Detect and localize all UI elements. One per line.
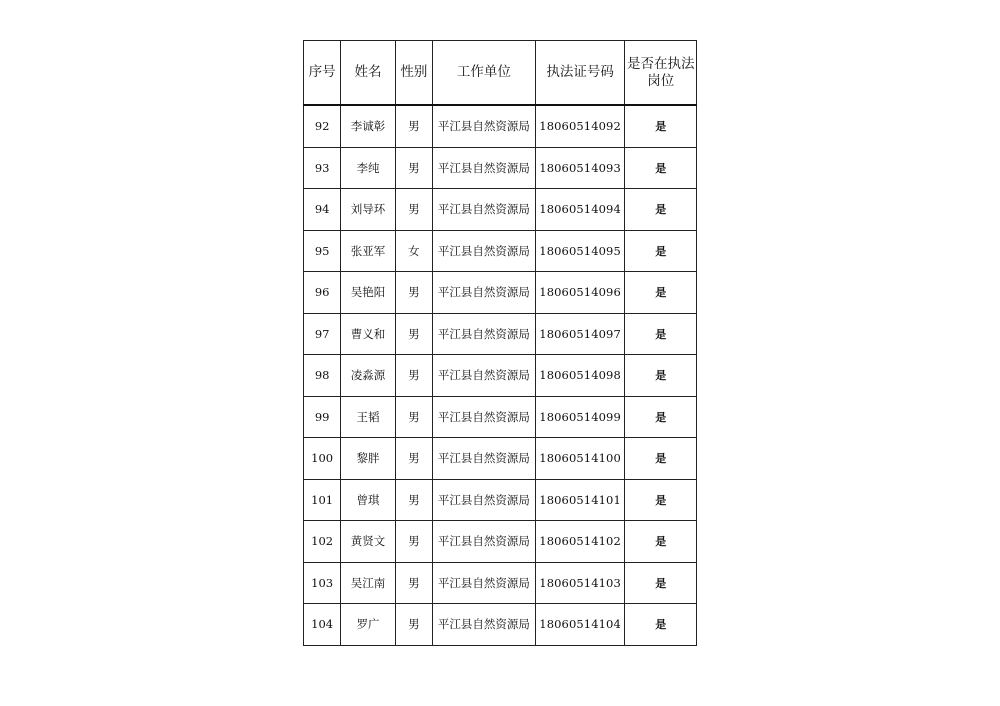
on-post-cell: 是 — [625, 521, 697, 563]
cert-no-cell: 18060514095 — [535, 230, 625, 272]
seq-cell: 92 — [304, 105, 341, 147]
on-post-cell: 是 — [625, 105, 697, 147]
name-cell: 吴江南 — [341, 562, 395, 604]
seq-cell: 103 — [304, 562, 341, 604]
enforcement-officer-table — [303, 40, 697, 646]
table-row — [304, 479, 697, 521]
name-cell: 黎胖 — [341, 438, 395, 480]
name-cell: 李纯 — [341, 147, 395, 189]
on-post-cell: 是 — [625, 355, 697, 397]
unit-cell: 平江县自然资源局 — [432, 105, 535, 147]
name-cell: 吴艳阳 — [341, 272, 395, 314]
seq-cell: 94 — [304, 189, 341, 231]
seq-cell: 99 — [304, 396, 341, 438]
name-cell: 张亚军 — [341, 230, 395, 272]
gender-cell: 男 — [395, 355, 432, 397]
table-row — [304, 105, 697, 147]
gender-cell: 男 — [395, 604, 432, 646]
cert-no-cell: 18060514098 — [535, 355, 625, 397]
table-row — [304, 230, 697, 272]
unit-cell: 平江县自然资源局 — [432, 355, 535, 397]
cert-no-cell: 18060514099 — [535, 396, 625, 438]
cert-no-cell: 18060514092 — [535, 105, 625, 147]
name-cell: 王韬 — [341, 396, 395, 438]
gender-cell: 男 — [395, 562, 432, 604]
name-cell: 刘导环 — [341, 189, 395, 231]
cert-no-cell: 18060514101 — [535, 479, 625, 521]
seq-cell: 97 — [304, 313, 341, 355]
table-row — [304, 272, 697, 314]
on-post-cell: 是 — [625, 479, 697, 521]
unit-cell: 平江县自然资源局 — [432, 313, 535, 355]
cert-no-cell: 18060514097 — [535, 313, 625, 355]
table-row — [304, 438, 697, 480]
unit-cell: 平江县自然资源局 — [432, 438, 535, 480]
header-unit: 工作单位 — [432, 41, 535, 106]
on-post-cell: 是 — [625, 396, 697, 438]
table-row — [304, 604, 697, 646]
on-post-cell: 是 — [625, 313, 697, 355]
cert-no-cell: 18060514094 — [535, 189, 625, 231]
on-post-cell: 是 — [625, 272, 697, 314]
name-cell: 曹义和 — [341, 313, 395, 355]
unit-cell: 平江县自然资源局 — [432, 479, 535, 521]
name-cell: 黄贤文 — [341, 521, 395, 563]
table-row — [304, 147, 697, 189]
header-cert-no: 执法证号码 — [535, 41, 625, 106]
on-post-cell: 是 — [625, 189, 697, 231]
on-post-cell: 是 — [625, 438, 697, 480]
unit-cell: 平江县自然资源局 — [432, 147, 535, 189]
cert-no-cell: 18060514100 — [535, 438, 625, 480]
header-row — [304, 41, 697, 106]
seq-cell: 100 — [304, 438, 341, 480]
cert-no-cell: 18060514103 — [535, 562, 625, 604]
on-post-cell: 是 — [625, 562, 697, 604]
gender-cell: 男 — [395, 521, 432, 563]
name-cell: 凌淼源 — [341, 355, 395, 397]
unit-cell: 平江县自然资源局 — [432, 272, 535, 314]
seq-cell: 101 — [304, 479, 341, 521]
table-header — [304, 41, 697, 106]
cert-no-cell: 18060514096 — [535, 272, 625, 314]
gender-cell: 男 — [395, 313, 432, 355]
header-on-post: 是否在执法岗位 — [625, 41, 697, 106]
unit-cell: 平江县自然资源局 — [432, 521, 535, 563]
cert-no-cell: 18060514102 — [535, 521, 625, 563]
gender-cell: 男 — [395, 189, 432, 231]
name-cell: 李诚彰 — [341, 105, 395, 147]
gender-cell: 男 — [395, 396, 432, 438]
gender-cell: 男 — [395, 147, 432, 189]
on-post-cell: 是 — [625, 147, 697, 189]
name-cell: 曾琪 — [341, 479, 395, 521]
table-row — [304, 189, 697, 231]
unit-cell: 平江县自然资源局 — [432, 562, 535, 604]
table-body — [304, 105, 697, 645]
on-post-cell: 是 — [625, 604, 697, 646]
table-row — [304, 313, 697, 355]
seq-cell: 96 — [304, 272, 341, 314]
header-name: 姓名 — [341, 41, 395, 106]
table-row — [304, 396, 697, 438]
gender-cell: 女 — [395, 230, 432, 272]
on-post-cell: 是 — [625, 230, 697, 272]
seq-cell: 102 — [304, 521, 341, 563]
gender-cell: 男 — [395, 105, 432, 147]
header-gender: 性别 — [395, 41, 432, 106]
unit-cell: 平江县自然资源局 — [432, 189, 535, 231]
cert-no-cell: 18060514093 — [535, 147, 625, 189]
gender-cell: 男 — [395, 272, 432, 314]
header-seq: 序号 — [304, 41, 341, 106]
table-row — [304, 521, 697, 563]
gender-cell: 男 — [395, 438, 432, 480]
seq-cell: 93 — [304, 147, 341, 189]
seq-cell: 104 — [304, 604, 341, 646]
unit-cell: 平江县自然资源局 — [432, 396, 535, 438]
unit-cell: 平江县自然资源局 — [432, 230, 535, 272]
seq-cell: 98 — [304, 355, 341, 397]
cert-no-cell: 18060514104 — [535, 604, 625, 646]
name-cell: 罗广 — [341, 604, 395, 646]
table-row — [304, 562, 697, 604]
gender-cell: 男 — [395, 479, 432, 521]
unit-cell: 平江县自然资源局 — [432, 604, 535, 646]
table-row — [304, 355, 697, 397]
seq-cell: 95 — [304, 230, 341, 272]
